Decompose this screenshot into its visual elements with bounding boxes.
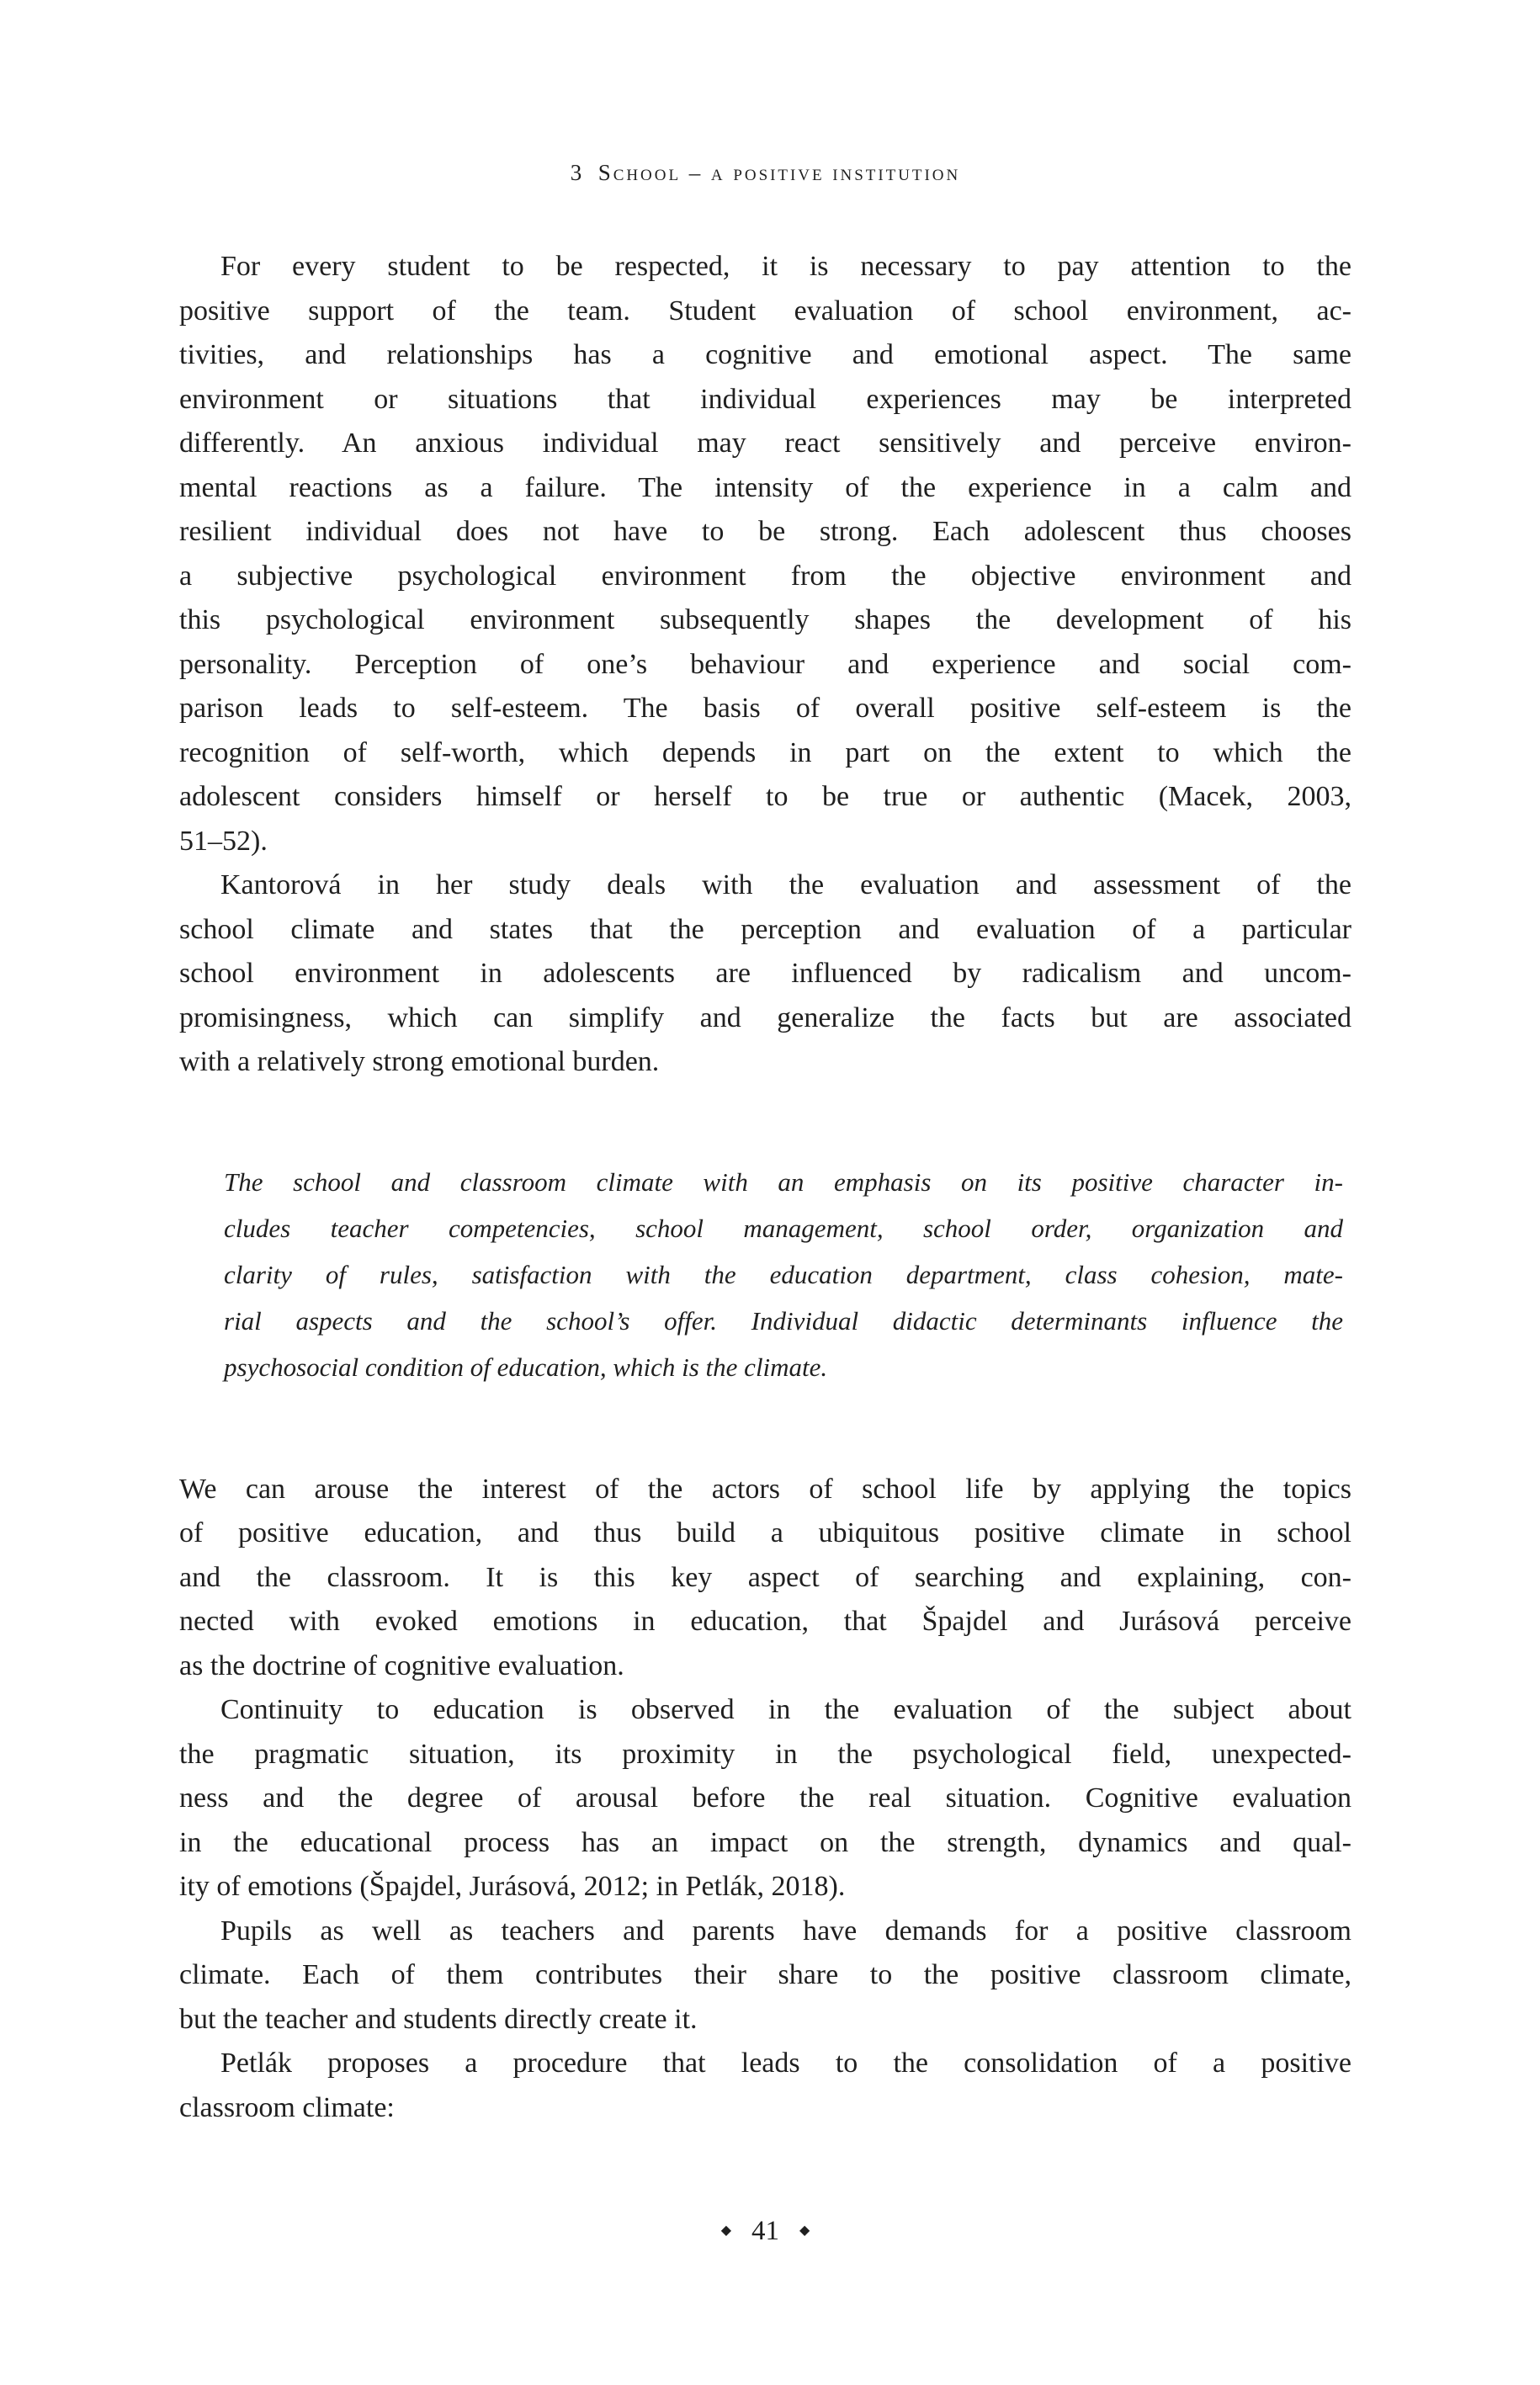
text-line: clarity of rules, satisfaction with the education department, class cohesion, mate- (224, 1259, 1343, 1289)
paragraph (179, 1468, 1351, 1689)
text-line: personality. Perception of one’s behaviour and experience and social com- (179, 648, 1351, 680)
text-line: Kantorová in her study deals with the evaluation and assessment of the (220, 869, 1351, 900)
text-line: positive support of the team. Student evaluation of school environment, ac- (179, 295, 1351, 327)
text-line: classroom climate: (179, 2091, 395, 2123)
paragraph (179, 1688, 1351, 1910)
text-line: environment or situations that individual experiences may be interpreted (179, 383, 1351, 415)
text-line: parison leads to self-esteem. The basis of overall positive self-esteem is the (179, 693, 1351, 724)
diamond-ornament-icon: ◆ (799, 2222, 810, 2238)
text-line: rial aspects and the school’s offer. Individual didactic determinants influence the (224, 1305, 1343, 1336)
paragraph (179, 245, 1351, 863)
text-line: differently. An anxious individual may react sensitively and perceive environ- (179, 428, 1351, 459)
diamond-ornament-icon: ◆ (720, 2222, 731, 2238)
text-line: climate. Each of them contributes their share to the positive classroom climate, (179, 1959, 1351, 1990)
text-line: The school and classroom climate with an emphasis on its positive character in- (224, 1166, 1343, 1197)
text-line: Continuity to education is observed in the evaluation of the subject about (220, 1694, 1351, 1725)
text-line: as the doctrine of cognitive evaluation. (179, 1649, 624, 1681)
text-line: psychosocial condition of education, which is the climate. (224, 1352, 828, 1382)
page-number: 41 (751, 2216, 779, 2246)
text-line: adolescent considers himself or herself to be true or authentic (Macek, 2003, (179, 781, 1351, 812)
paragraph (179, 2042, 1351, 2130)
text-line: a subjective psychological environment from the objective environment and (179, 560, 1351, 592)
text-line: Petlák proposes a procedure that leads to the consolidation of a positive (220, 2048, 1351, 2079)
page-footer (179, 2213, 1351, 2248)
paragraph (179, 863, 1351, 1085)
text-line: 51–52). (179, 825, 268, 857)
text-line: resilient individual does not have to be strong. Each adolescent thus chooses (179, 516, 1351, 547)
text-line: but the teacher and students directly create it. (179, 2003, 698, 2035)
text-line: ity of emotions (Špajdel, Jurásová, 2012; in Petlák, 2018). (179, 1871, 846, 1902)
text-line: this psychological environment subsequently shapes the development of his (179, 604, 1351, 635)
text-line: recognition of self-worth, which depends in part on the extent to which the (179, 736, 1351, 768)
text-line: school environment in adolescents are influenced by radicalism and uncom- (179, 958, 1351, 989)
text-line: For every student to be respected, it is necessary to pay attention to the (220, 251, 1351, 282)
text-line: and the classroom. It is this key aspect of searching and explaining, con- (179, 1561, 1351, 1593)
running-header: 3 School – a positive institution (570, 160, 961, 185)
text-line: nected with evoked emotions in education, that Špajdel and Jurásová perceive (179, 1606, 1351, 1637)
text-line: with a relatively strong emotional burden. (179, 1046, 660, 1077)
text-line: We can arouse the interest of the actors of school life by applying the topics (179, 1473, 1351, 1505)
text-line: in the educational process has an impact on the strength, dynamics and qual- (179, 1826, 1351, 1858)
text-line: the pragmatic situation, its proximity in the psychological field, unexpected- (179, 1738, 1351, 1770)
text-line: school climate and states that the perception and evaluation of a particular (179, 913, 1351, 945)
text-line: cludes teacher competencies, school management, school order, organization and (224, 1213, 1343, 1243)
text-line: Pupils as well as teachers and parents have demands for a positive classroom (220, 1915, 1351, 1947)
paragraph (179, 1910, 1351, 2042)
text-line: mental reactions as a failure. The intensity of the experience in a calm and (179, 471, 1351, 503)
text-block (179, 245, 1351, 2130)
text-line: tivities, and relationships has a cognitive and emotional aspect. The same (179, 339, 1351, 370)
block-quote (224, 1159, 1343, 1390)
text-line: promisingness, which can simplify and generalize the facts but are associated (179, 1001, 1351, 1033)
text-line: of positive education, and thus build a ubiquitous positive climate in school (179, 1517, 1351, 1548)
text-line: ness and the degree of arousal before the real situation. Cognitive evaluation (179, 1782, 1351, 1814)
